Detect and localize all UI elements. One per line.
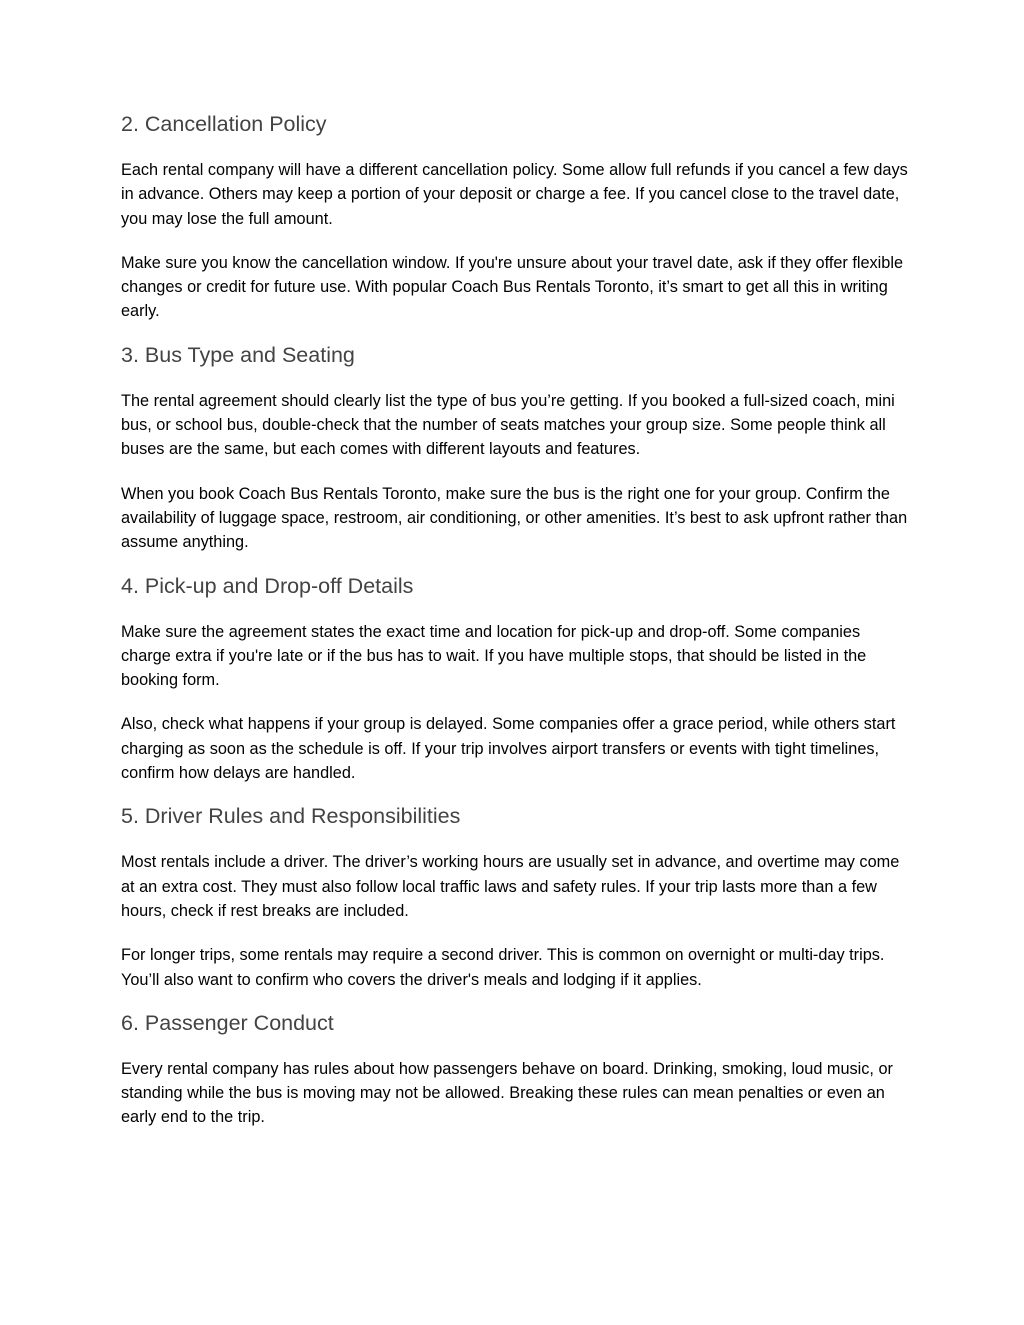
- paragraph: For longer trips, some rentals may require a second driver. This is common on overnight or multi-day trips. You’ll also want to confirm who covers the driver's meals and lodging if it applies.: [121, 946, 885, 989]
- section-heading: 6. Passenger Conduct: [121, 1010, 334, 1035]
- paragraph: When you book Coach Bus Rentals Toronto, make sure the bus is the right one for your group. Confirm the availability of luggage space, restroom, air conditioning, or other amenities. It’s best to ask upfront rather than assume anything.: [121, 484, 908, 552]
- section-pickup-dropoff-details: [121, 572, 911, 786]
- document-page: [121, 110, 911, 1147]
- section-driver-rules: [121, 802, 911, 991]
- paragraph: The rental agreement should clearly list the type of bus you’re getting. If you booked a full-sized coach, mini bus, or school bus, double-check that the number of seats matches your group size. Some people think all buses are the same, but each comes with different layouts and features.: [121, 391, 895, 459]
- paragraph: Most rentals include a driver. The driver’s working hours are usually set in advance, and overtime may come at an extra cost. They must also follow local traffic laws and safety rules. If your trip lasts more than a few hours, check if rest breaks are included.: [121, 853, 900, 920]
- paragraph: Every rental company has rules about how passengers behave on board. Drinking, smoking, loud music, or standing while the bus is moving may not be allowed. Breaking these rules can mean penalties or even an early end to the trip.: [121, 1059, 893, 1127]
- section-cancellation-policy: [121, 110, 911, 324]
- paragraph: Make sure the agreement states the exact time and location for pick-up and drop-off. Some companies charge extra if you're late or if the bus has to wait. If you have multiple stops, that should be listed in the booking form.: [121, 622, 867, 690]
- paragraph: Make sure you know the cancellation window. If you're unsure about your travel date, ask if they offer flexible changes or credit for future use. With popular Coach Bus Rentals Toronto, it’s smart to get all this in writing early.: [121, 253, 904, 321]
- section-heading: 5. Driver Rules and Responsibilities: [121, 804, 461, 829]
- section-bus-type-and-seating: [121, 341, 911, 555]
- section-heading: 4. Pick-up and Drop-off Details: [121, 573, 414, 598]
- section-passenger-conduct: [121, 1009, 911, 1130]
- paragraph: Each rental company will have a different cancellation policy. Some allow full refunds if you cancel a few days in advance. Others may keep a portion of your deposit or charge a fee. If you cancel close to the travel date, you may lose the full amount.: [121, 161, 908, 228]
- paragraph: Also, check what happens if your group is delayed. Some companies offer a grace period, while others start charging as soon as the schedule is off. If your trip involves airport transfers or events with tight timelines, confirm how delays are handled.: [121, 715, 896, 783]
- section-heading: 3. Bus Type and Seating: [121, 342, 355, 367]
- section-heading: 2. Cancellation Policy: [121, 112, 327, 136]
